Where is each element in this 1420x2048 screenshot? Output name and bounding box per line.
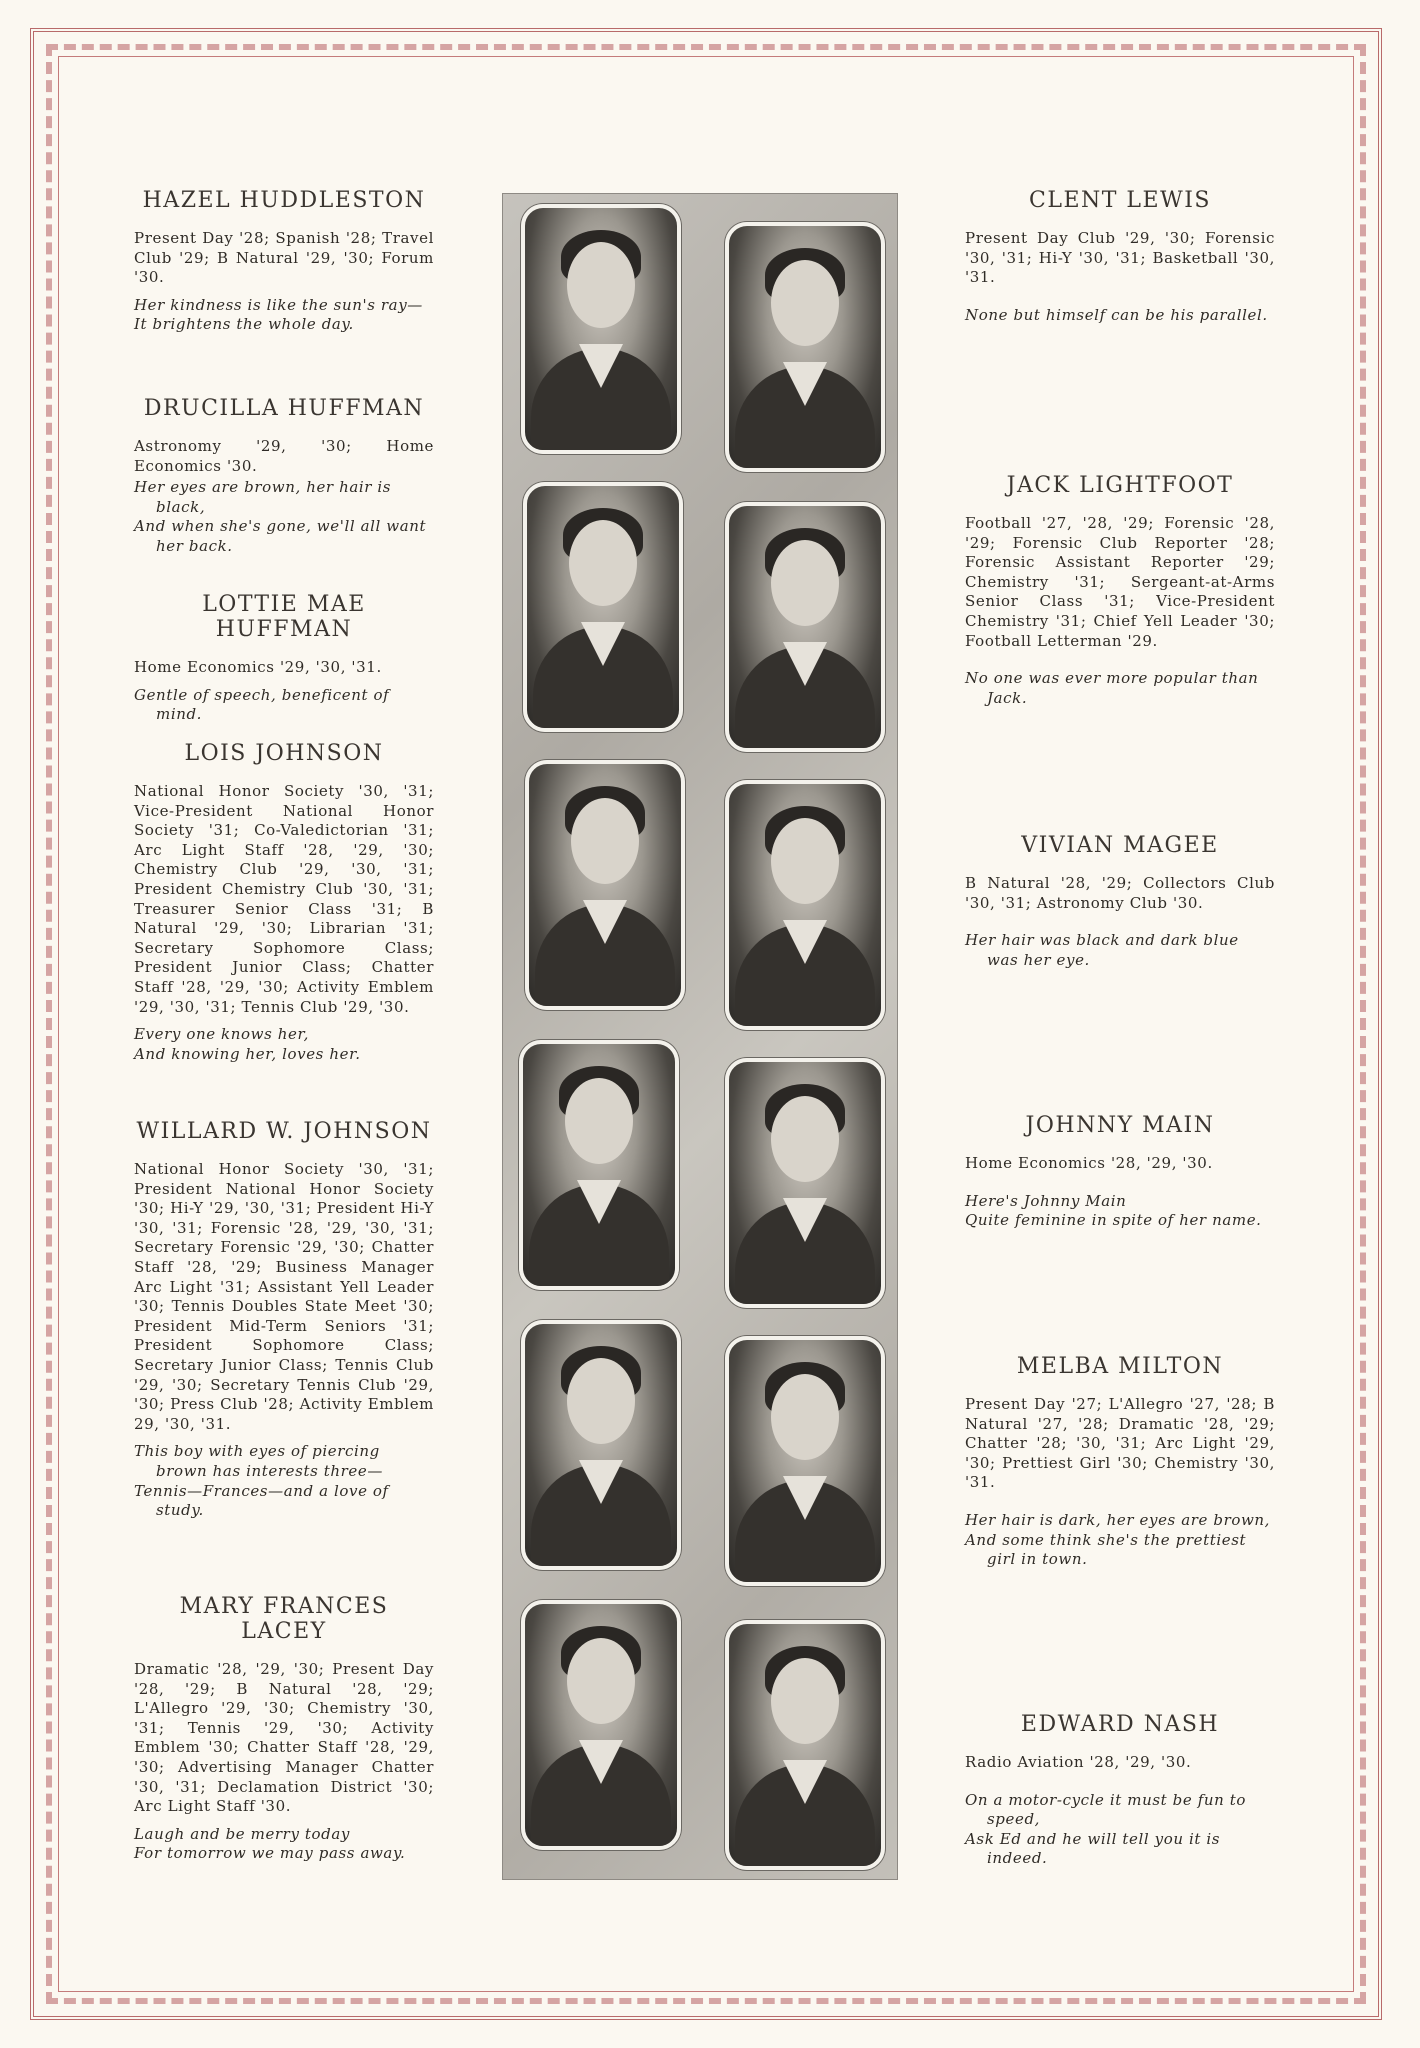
verse-line: Gentle of speech, beneficent of mind. xyxy=(134,685,390,724)
student-activities: Home Economics '29, '30, '31. xyxy=(134,658,382,676)
student-activities: National Honor Society '30, '31; Vice-President National Honor Society '31; Co-Valedictorian '31; Arc Light Staff '28, '29, '30; Chemistry Club '29, '30, '31; President Chemistry Club '30, '31; Treasurer Senior Class '31; B Natural '29, '30; Librarian '31; Secretary Sophomore Class; President Junior Class; Chatter Staff '28, '29, '30; Activity Emblem '29, '30, '31; Tennis Club '29, '30. xyxy=(134,782,434,1016)
portrait-photo xyxy=(521,204,681,454)
student-activities: Present Day '27; L'Allegro '27, '28; B Natural '27, '28; Dramatic '28, '29; Chatter '28; '30, '31; Arc Light '29, '30; Prettiest Girl '30; Chemistry '30, '31. xyxy=(965,1395,1275,1492)
student-verse xyxy=(965,669,1275,708)
portrait-photo xyxy=(523,482,683,732)
verse-line: Every one knows her, xyxy=(134,1025,309,1044)
entry-mary-frances-lacey xyxy=(134,1594,434,1864)
portrait-photo xyxy=(525,760,685,1010)
verse-line: It brightens the whole day. xyxy=(134,315,354,334)
student-verse xyxy=(134,1025,434,1064)
student-verse xyxy=(134,478,434,556)
verse-line: On a motor-cycle it must be fun to speed, xyxy=(965,1790,1247,1829)
verse-line: This boy with eyes of piercing brown has interests three— xyxy=(134,1442,383,1480)
portrait-photo xyxy=(521,1320,681,1570)
student-name: HAZEL HUDDLESTON xyxy=(142,188,426,213)
student-activities: B Natural '28, '29; Collectors Club '30, '31; Astronomy Club '30. xyxy=(965,874,1275,912)
portrait-photo xyxy=(725,1336,885,1586)
student-verse xyxy=(965,1791,1275,1869)
verse-line: Her kindness is like the sun's ray— xyxy=(134,295,423,314)
verse-line: Here's Johnny Main xyxy=(965,1191,1127,1210)
entry-hazel-huddleston xyxy=(134,188,434,335)
student-activities: Dramatic '28, '29, '30; Present Day '28, '29; B Natural '28, '29; L'Allegro '29, '30; Chemistry '30, '31; Tennis '29, '30; Activity Emblem '30; Chatter Staff '28, '29, '30; Advertising Manager Chatter '30, '31; Declamation District '30; Arc Light Staff '30. xyxy=(134,1660,434,1816)
portrait-photo xyxy=(521,1600,681,1850)
student-name: VIVIAN MAGEE xyxy=(1021,833,1219,858)
entry-willard-johnson xyxy=(134,1119,434,1521)
student-verse xyxy=(134,1442,434,1520)
verse-line: And when she's gone, we'll all want her back. xyxy=(134,517,427,555)
verse-line: Her eyes are brown, her hair is black, xyxy=(134,478,392,516)
verse-line: And knowing her, loves her. xyxy=(134,1044,361,1063)
student-activities: Present Day Club '29, '30; Forensic '30, '31; Hi-Y '30, '31; Basketball '30, '31. xyxy=(965,229,1275,287)
verse-line: For tomorrow we may pass away. xyxy=(134,1844,406,1863)
student-verse xyxy=(965,1511,1275,1570)
entry-johnny-main xyxy=(965,1113,1275,1231)
portrait-photo xyxy=(725,780,885,1030)
entry-lottie-mae-huffman xyxy=(134,592,434,725)
student-name: WILLARD W. JOHNSON xyxy=(136,1119,432,1144)
student-name: MARY FRANCES LACEY xyxy=(179,1594,389,1644)
verse-line: Her hair is dark, her eyes are brown, xyxy=(965,1510,1271,1529)
verse-line: Tennis—Frances—and a love of study. xyxy=(134,1481,389,1520)
student-activities: Astronomy '29, '30; Home Economics '30. xyxy=(134,437,434,475)
student-name: MELBA MILTON xyxy=(1016,1354,1224,1379)
portrait-photo xyxy=(519,1040,679,1290)
student-name: JOHNNY MAIN xyxy=(1025,1113,1215,1138)
verse-line: No one was ever more popular than Jack. xyxy=(965,669,1259,707)
portrait-photo xyxy=(725,1058,885,1308)
entry-clent-lewis xyxy=(965,188,1275,325)
entry-drucilla-huffman xyxy=(134,396,434,557)
portrait-panel xyxy=(502,193,898,1880)
entry-jack-lightfoot xyxy=(965,473,1275,708)
student-activities: Football '27, '28, '29; Forensic '28, '29; Forensic Club Reporter '28; Forensic Assistant Reporter '29; Chemistry '31; Sergeant-at-Arms Senior Class '31; Vice-President Chemistry '31; Chief Yell Leader '30; Football Letterman '29. xyxy=(965,514,1275,650)
entry-melba-milton xyxy=(965,1354,1275,1570)
student-name: LOTTIE MAE HUFFMAN xyxy=(202,592,366,642)
student-activities: National Honor Society '30, '31; President National Honor Society '30; Hi-Y '29, '30, '31; President Hi-Y '30, '31; Forensic '28, '29, '30, '31; Secretary Forensic '29, '30; Chatter Staff '28, '29; Business Manager Arc Light '31; Assistant Yell Leader '30; Tennis Doubles State Meet '30; President Mid-Term Seniors '31; President Sophomore Class; Secretary Junior Class; Tennis Club '29, '30; Secretary Tennis Club '29, '30; Press Club '28; Activity Emblem 29, '30, '31. xyxy=(134,1160,434,1433)
student-name: LOIS JOHNSON xyxy=(184,741,384,766)
verse-line: Ask Ed and he will tell you it is indeed. xyxy=(965,1829,1221,1868)
student-activities: Radio Aviation '28, '29, '30. xyxy=(965,1753,1192,1771)
verse-line: None but himself can be his parallel. xyxy=(965,305,1268,324)
entry-edward-nash xyxy=(965,1712,1275,1869)
student-name: DRUCILLA HUFFMAN xyxy=(143,396,425,421)
verse-line: Laugh and be merry today xyxy=(134,1824,350,1843)
entry-vivian-magee xyxy=(965,833,1275,970)
portrait-photo xyxy=(725,222,885,472)
verse-line: And some think she's the prettiest girl in town. xyxy=(965,1530,1247,1569)
student-name: JACK LIGHTFOOT xyxy=(1006,473,1234,498)
student-verse xyxy=(965,306,1275,326)
verse-line: Her hair was black and dark blue was her eye. xyxy=(965,931,1239,969)
student-verse xyxy=(134,296,434,335)
portrait-photo xyxy=(725,502,885,752)
student-verse xyxy=(134,1825,434,1864)
student-name: EDWARD NASH xyxy=(1020,1712,1220,1737)
student-name: CLENT LEWIS xyxy=(1029,188,1211,213)
student-verse xyxy=(134,686,434,725)
verse-line: Quite feminine in spite of her name. xyxy=(965,1211,1262,1230)
portrait-photo xyxy=(725,1620,885,1870)
student-activities: Home Economics '28, '29, '30. xyxy=(965,1154,1213,1172)
student-verse xyxy=(965,931,1275,970)
student-verse xyxy=(965,1192,1275,1231)
student-activities: Present Day '28; Spanish '28; Travel Club '29; B Natural '29, '30; Forum '30. xyxy=(134,229,434,287)
entry-lois-johnson xyxy=(134,741,434,1064)
